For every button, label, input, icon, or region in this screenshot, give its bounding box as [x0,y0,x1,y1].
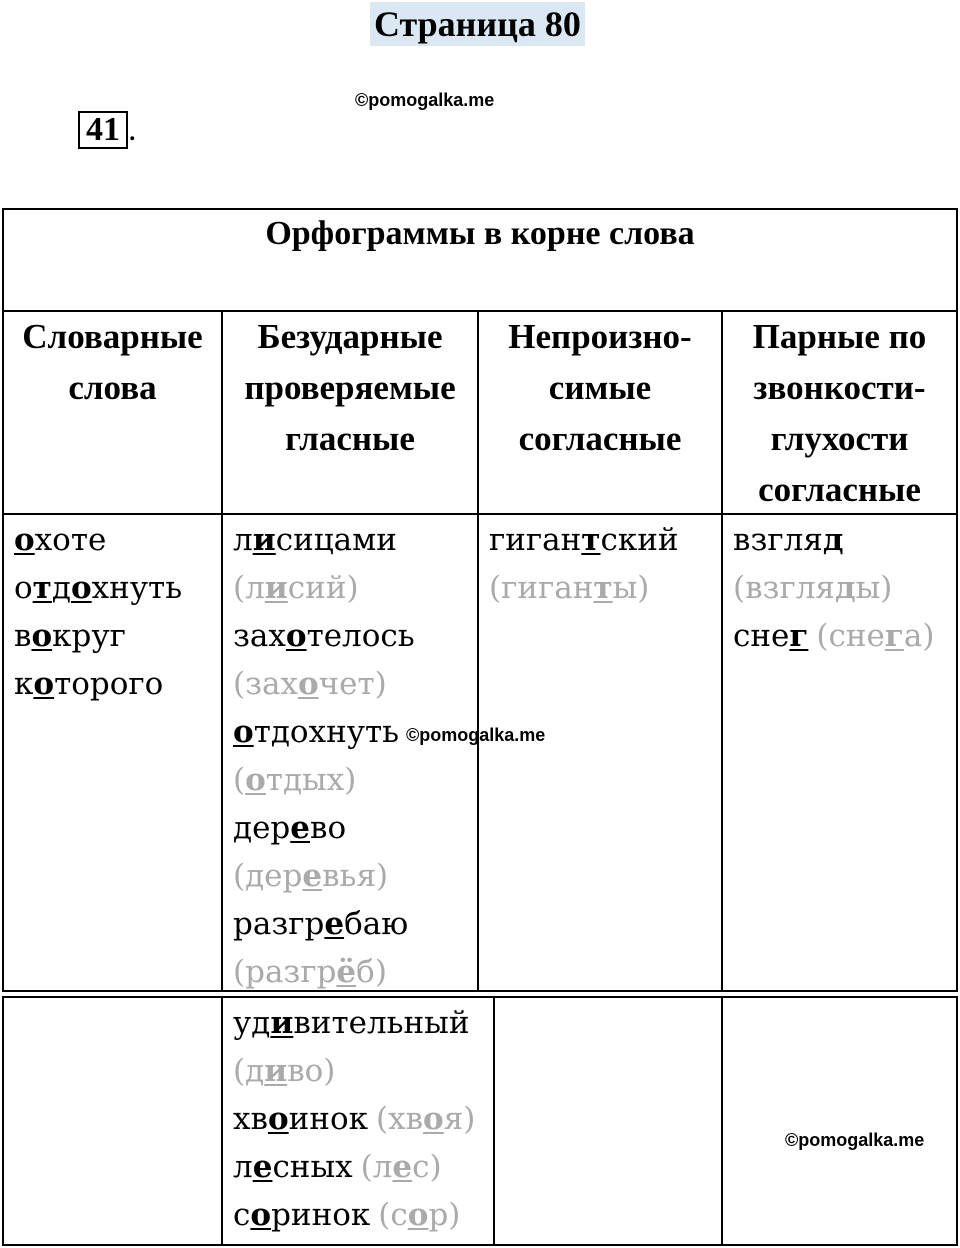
check-word [233,570,359,606]
watermark-middle: ©pomogalka.me [406,725,546,745]
word [233,522,397,558]
watermark-bottom: ©pomogalka.me [785,1130,925,1150]
word-entry [233,516,415,564]
orthogram-letter: о [31,618,53,654]
word-part: р) [428,1197,461,1233]
orthogram-letter: ё [336,954,357,990]
word [14,612,182,660]
word-part: взгля [733,522,823,558]
check-word [233,666,387,702]
word-part: ский [600,522,679,558]
column-header-line: Непроизно- [508,317,692,356]
word [233,1197,370,1233]
check-word-line [233,948,415,996]
check-word [361,1149,442,1185]
column-header-line: звонкости- [753,368,926,407]
check-word-line [733,564,934,612]
orthogram-letter: о [297,666,319,702]
orthogram-letter: т [32,570,52,606]
table2-col-divider-1 [221,996,223,1246]
cell-paired-consonants [733,516,934,660]
table1-border-bottom [2,990,958,992]
word-part: (взгля [733,570,835,606]
exercise-number [78,111,137,149]
check-word [233,1053,335,1089]
word-entry [233,1191,475,1239]
word [233,906,408,942]
word-part: ( [233,762,246,798]
word [233,1101,368,1137]
column-header-line: гласные [285,419,415,458]
orthogram-letter: е [324,906,345,942]
word-part: уд [233,1005,271,1041]
column-header-line: проверяемые [244,368,456,407]
word-part: (л [233,570,265,606]
orthogram-letter: и [264,570,288,606]
check-word-line [233,564,415,612]
word-part: дер [233,810,291,846]
word-part: тдохнуть [253,714,399,750]
word-part: л [233,522,253,558]
word-part: сий) [287,570,359,606]
check-word-line [489,564,679,612]
word [233,618,415,654]
check-word-line [233,1047,475,1095]
word-part: ы) [612,570,650,606]
word-part: с) [412,1149,442,1185]
word-entry [233,804,415,852]
word-part: разгр [233,906,325,942]
word [14,516,182,564]
word [733,618,808,654]
column-header-paired-consonants [723,311,956,515]
check-word [816,618,934,654]
word-entry [233,612,415,660]
word-part: (сне [816,618,885,654]
word-part: хоте [34,522,107,558]
orthogram-letter: о [267,1101,289,1137]
column-header-silent-consonants [479,311,721,464]
word-part: сных [272,1149,353,1185]
orthogram-letter: е [392,1149,413,1185]
orthogram-letter: т [593,570,613,606]
orthogram-letter: о [14,522,35,558]
check-word-line [233,852,415,900]
cell-dictionary-words [14,516,182,708]
watermark-top: ©pomogalka.me [355,90,495,110]
word-part: я) [443,1101,476,1137]
orthogram-letter: о [407,1197,429,1233]
word-part: а) [903,618,935,654]
orthogram-letter: о [423,1101,444,1137]
page-title: Страница 80 [370,2,585,46]
column-header-line: согласные [518,419,682,458]
word [733,522,844,558]
orthogram-letter: д [834,570,856,606]
table1-border-top [2,208,958,210]
orthogram-letter: о [285,618,307,654]
orthogram-letter: г [884,618,904,654]
word-entry [233,708,415,756]
word-entry [489,516,679,564]
column-header-line: Безударные [257,317,443,356]
word-part: ы) [855,570,893,606]
orthogram-letter: т [581,522,601,558]
check-word-line [233,660,415,708]
orthogram-letter: е [302,858,323,894]
orthogram-letter: о [70,570,92,606]
word-part: вительный [293,1005,470,1041]
column-header-line: симые [548,368,652,407]
word-part: с [233,1197,251,1233]
orthogram-letter: и [270,1005,294,1041]
orthogram-letter: и [252,522,276,558]
word-entry [233,900,415,948]
column-header-line: Парные по [752,317,927,356]
column-header-line: глухости [770,419,909,458]
word-part: тдых) [265,762,357,798]
word-part: зах [233,618,286,654]
exercise-number-dot: . [128,111,137,148]
word-part: хв [233,1101,268,1137]
word [14,564,182,612]
column-header-line: Словарные [22,317,203,356]
table2-col-divider-2 [493,996,495,1246]
column-header-unstressed-vowels [223,311,477,464]
table2-col-divider-3 [721,996,723,1246]
word-part: во [310,810,347,846]
word-entry [233,999,475,1047]
word [233,1005,470,1041]
word-part: д [51,570,71,606]
cell-unstressed-vowels-continued [233,999,475,1239]
check-word [376,1101,475,1137]
check-word [489,570,649,606]
word-part: (с [378,1197,408,1233]
table-title: Орфограммы в корне слова [265,215,695,252]
column-header-line: слова [68,368,157,407]
cell-unstressed-vowels [233,516,415,996]
word-part: торого [54,666,164,702]
word-part: (зах [233,666,298,702]
cell-silent-consonants [489,516,679,612]
word [233,810,346,846]
table2-border-top [2,996,958,998]
word-part: к [14,666,34,702]
word-part: инок [288,1101,368,1137]
word-part: хнуть [91,570,183,606]
word-entry [233,1095,475,1143]
word-part: вья) [322,858,389,894]
word-part: о [14,570,33,606]
word-entry [733,612,934,660]
word [14,660,182,708]
word-part: (д [233,1053,265,1089]
check-word [233,858,388,894]
orthogram-letter: о [233,714,254,750]
table1-border-right [956,208,958,992]
table2-border-right [956,996,958,1246]
word-entry [233,1143,475,1191]
orthogram-letter: е [252,1149,273,1185]
check-word [233,762,356,798]
column-header-line: согласные [758,470,921,509]
word-part: л [233,1149,253,1185]
word-part: (гиган [489,570,594,606]
orthogram-letter: о [245,762,266,798]
orthogram-letter: г [789,618,809,654]
word-part: во) [287,1053,336,1089]
orthogram-letter: е [290,810,311,846]
word-part: (л [360,1149,393,1185]
check-word-line [233,756,415,804]
word-part: ринок [271,1197,371,1233]
word-part: баю [344,906,409,942]
table2-border-left [2,996,4,1246]
word-part: (хв [376,1101,424,1137]
table2-border-bottom [2,1244,958,1246]
word [233,1149,353,1185]
word [233,714,399,750]
word-part: в [14,618,32,654]
word-part: (разгр [233,954,337,990]
word-part: (дер [233,858,303,894]
word-entry [733,516,934,564]
word-part: телось [306,618,415,654]
check-word [378,1197,460,1233]
word-part: гиган [489,522,582,558]
check-word [733,570,892,606]
orthogram-letter: д [822,522,844,558]
exercise-number-box: 41 [78,111,128,149]
orthogram-letter: и [264,1053,288,1089]
orthogram-letter: о [33,666,55,702]
orthogram-letter: о [250,1197,272,1233]
word-part: сицами [275,522,397,558]
word-part: б) [356,954,387,990]
check-word [233,954,387,990]
word-part: сне [733,618,790,654]
word-part: чет) [318,666,387,702]
column-header-dictionary-words [4,311,221,413]
word [489,522,679,558]
word-part: круг [52,618,126,654]
